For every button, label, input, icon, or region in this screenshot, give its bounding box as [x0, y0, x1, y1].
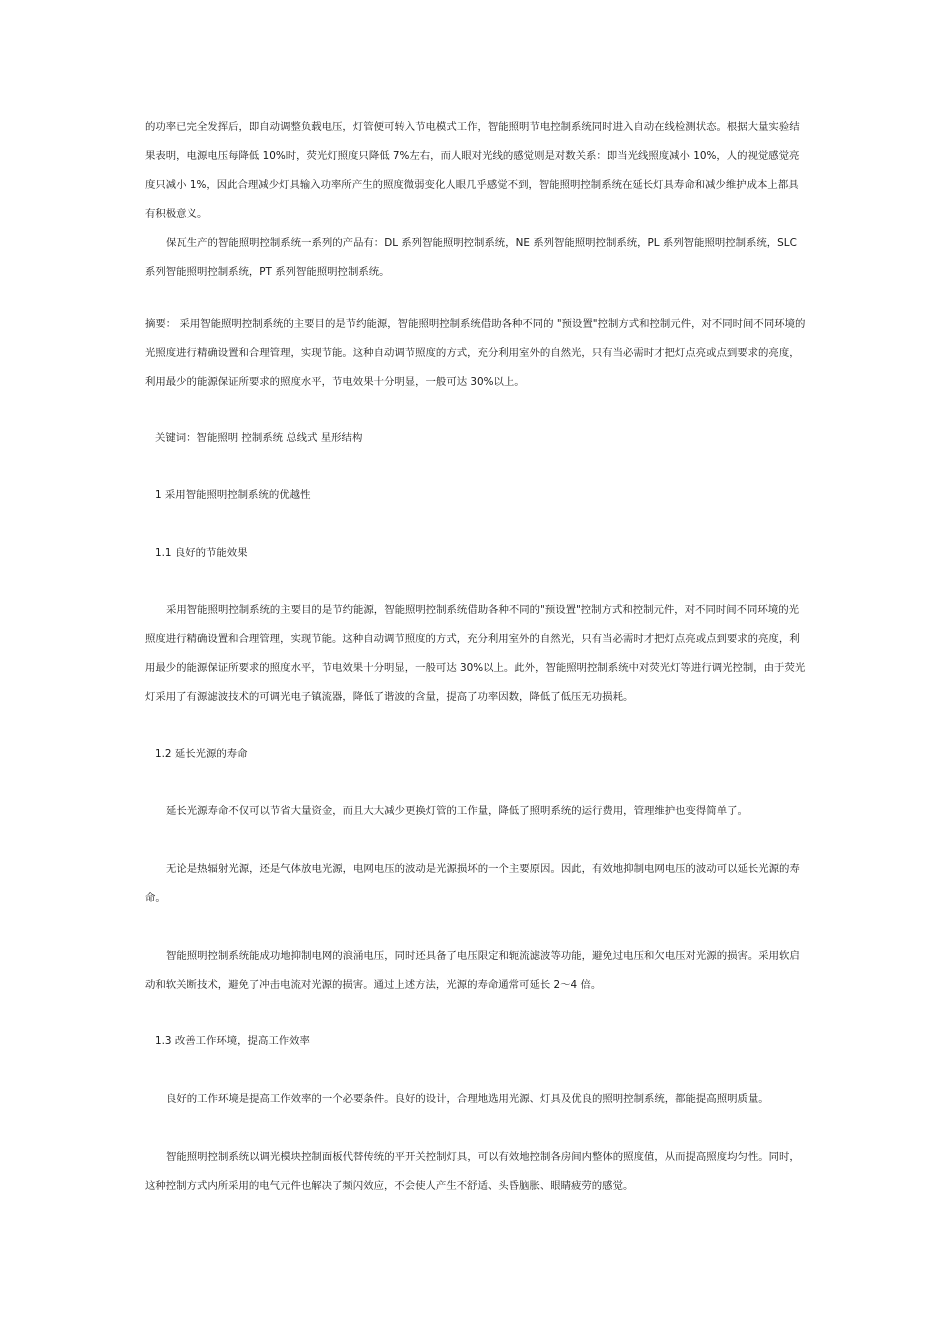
paragraph-1-2-c: 智能照明控制系统能成功地抑制电网的浪涌电压，同时还具备了电压限定和轭流滤波等功能，避免过电压和欠电压对光源的损害。采用软启动和软关断技术，避免了冲击电流对光源的损害。通过上述方法，光源的寿命通常可延长 2～4 倍。 — [145, 950, 800, 991]
keywords-line: 关键词：智能照明 控制系统 总线式 星形结构 — [155, 432, 363, 444]
paragraph-intro: 的功率已完全发挥后，即自动调整负载电压，灯管便可转入节电模式工作，智能照明节电控制系统同时进入自动在线检测状态。根据大量实验结果表明，电源电压每降低 10%时，荧光灯照度只降低 7%左右，而人眼对光线的感觉则是对数关系：即当光线照度减小 10%，人的视觉感觉亮度只减小 1%，因此合理减少灯具输入功率所产生的照度微弱变化人眼几乎感觉不到，智能照明控制系统在延长灯具寿命和减少维护成本上都具有积极意义。 — [145, 121, 800, 220]
paragraph-1-3-b: 智能照明控制系统以调光模块控制面板代替传统的平开关控制灯具，可以有效地控制各房间内整体的照度值，从而提高照度均匀性。同时，这种控制方式内所采用的电气元件也解决了频闪效应，不会使人产生不舒适、头昏脑胀、眼睛疲劳的感觉。 — [145, 1151, 800, 1192]
section-heading-1-3: 1.3 改善工作环境，提高工作效率 — [155, 1035, 310, 1047]
section-heading-1-2: 1.2 延长光源的寿命 — [155, 748, 248, 760]
paragraph-1-1: 采用智能照明控制系统的主要目的是节约能源，智能照明控制系统借助各种不同的"预设置"控制方式和控制元件，对不同时间不同环境的光照度进行精确设置和合理管理，实现节能。这种自动调节照度的方式，充分利用室外的自然光，只有当必需时才把灯点亮或点到要求的亮度，利用最少的能源保证所要求的照度水平，节电效果十分明显，一般可达 30%以上。此外，智能照明控制系统中对荧光灯等进行调光控制，由于荧光灯采用了有源滤波技术的可调光电子镇流器，降低了谐波的含量，提高了功率因数，降低了低压无功损耗。 — [145, 604, 806, 703]
section-heading-1: 1 采用智能照明控制系统的优越性 — [155, 489, 311, 501]
paragraph-1-3-a: 良好的工作环境是提高工作效率的一个必要条件。良好的设计，合理地选用光源、灯具及优良的照明控制系统，都能提高照明质量。 — [166, 1093, 769, 1105]
paragraph-products: 保瓦生产的智能照明控制系统一系列的产品有：DL 系列智能照明控制系统，NE 系列智能照明控制系统，PL 系列智能照明控制系统，SLC 系列智能照明控制系统，PT 系列智能照明控制系统。 — [145, 237, 797, 278]
section-heading-1-1: 1.1 良好的节能效果 — [155, 547, 248, 559]
paragraph-abstract: 摘要： 采用智能照明控制系统的主要目的是节约能源，智能照明控制系统借助各种不同的 "预设置"控制方式和控制元件，对不同时间不同环境的光照度进行精确设置和合理管理，实现节能。这种自动调节照度的方式，充分利用室外的自然光，只有当必需时才把灯点亮或点到要求的亮度，利用最少的能源保证所要求的照度水平，节电效果十分明显，一般可达 30%以上。 — [145, 318, 806, 388]
paragraph-1-2-b: 无论是热辐射光源，还是气体放电光源，电网电压的波动是光源损坏的一个主要原因。因此，有效地抑制电网电压的波动可以延长光源的寿命。 — [145, 863, 800, 904]
paragraph-1-2-a: 延长光源寿命不仅可以节省大量资金，而且大大减少更换灯管的工作量，降低了照明系统的运行费用，管理维护也变得简单了。 — [166, 805, 748, 817]
